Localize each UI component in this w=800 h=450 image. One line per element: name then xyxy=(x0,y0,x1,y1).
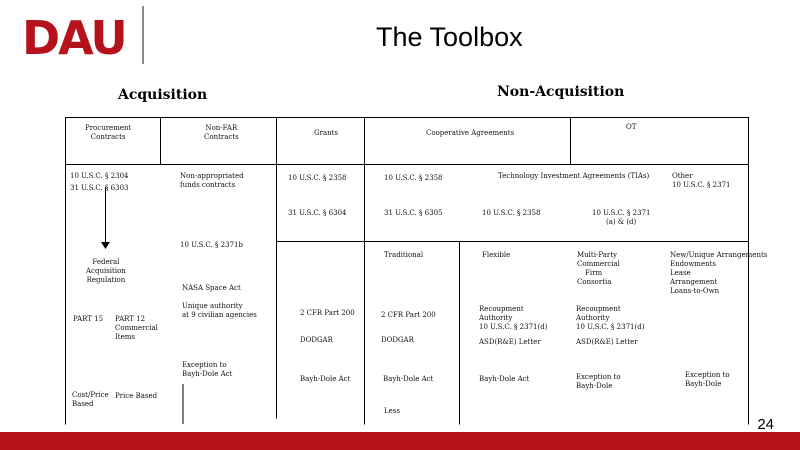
col-non-far-contracts: Non-FAR Contracts xyxy=(204,124,239,141)
cell-nasa: NASA Space Act xyxy=(182,284,241,292)
cell-other: Other 10 U.S.C. § 2371 xyxy=(672,172,731,189)
cell-non-appropriated: Non-appropriated funds contracts xyxy=(180,172,244,189)
cell-new-unique: New/Unique Arrangements Endowments Lease Arrangement Loans-to-Own xyxy=(670,251,768,295)
cell-less: Less xyxy=(384,407,400,415)
cell-asd-1: ASD(R&E) Letter xyxy=(479,338,541,346)
page-number: 24 xyxy=(757,416,774,433)
cell-grants-2358: 10 U.S.C. § 2358 xyxy=(288,174,347,182)
col-cooperative-agreements: Cooperative Agreements xyxy=(426,129,515,137)
cell-exception-bd-non-far: Exception to Bayh-Dole Act xyxy=(182,361,233,378)
cell-recoupment-2: Recoupment Authority 10 U.S.C. § 2371(d) xyxy=(576,305,645,331)
cell-usc-6303: 31 U.S.C. § 6303 xyxy=(70,184,129,192)
cell-dodgar-coop: DODGAR xyxy=(381,336,414,344)
page-title: The Toolbox xyxy=(376,22,523,52)
cell-flexible: Flexible xyxy=(482,251,511,259)
cell-tia-2358: 10 U.S.C. § 2358 xyxy=(482,209,541,217)
cell-recoupment-1: Recoupment Authority 10 U.S.C. § 2371(d) xyxy=(479,305,548,331)
cell-usc-2304: 10 U.S.C. § 2304 xyxy=(70,172,129,180)
cell-grants-6304: 31 U.S.C. § 6304 xyxy=(288,209,347,217)
logo-text: DAU xyxy=(22,11,126,64)
cell-coop-2358: 10 U.S.C. § 2358 xyxy=(384,174,443,182)
cell-multi-party: Multi-Party Commercial Firm Consortia xyxy=(577,251,620,286)
cell-part15: PART 15 xyxy=(73,315,104,323)
col-procurement-contracts: Procurement Contracts xyxy=(85,124,132,141)
cell-traditional: Traditional xyxy=(384,251,424,259)
arrow-head-icon xyxy=(101,242,110,249)
cell-unique-authority: Unique authority at 9 civilian agencies xyxy=(182,302,257,319)
acquisition-heading: Acquisition xyxy=(118,87,208,103)
col-ot: OT xyxy=(626,123,637,131)
cell-part12: PART 12 Commercial Items xyxy=(115,315,158,341)
cell-usc-2371b: 10 U.S.C. § 2371b xyxy=(180,241,243,249)
cell-cfr-coop: 2 CFR Part 200 xyxy=(381,311,436,319)
cell-price-based: Price Based xyxy=(115,392,158,400)
cell-dodgar-grants: DODGAR xyxy=(300,336,333,344)
cell-tia-2371: 10 U.S.C. § 2371 (a) & (d) xyxy=(592,209,651,226)
cell-exception-bd-other: Exception to Bayh-Dole xyxy=(685,371,730,388)
col-grants: Grants xyxy=(314,129,339,137)
cell-cost-price: Cost/Price Based xyxy=(72,391,109,408)
cell-exception-bd-2371: Exception to Bayh-Dole xyxy=(576,373,621,390)
cell-cfr-grants: 2 CFR Part 200 xyxy=(300,309,355,317)
cell-tia: Technology Investment Agreements (TIAs) xyxy=(498,172,650,180)
cell-bd-grants: Bayh-Dole Act xyxy=(300,375,351,383)
cell-far: Federal Acquisition Regulation xyxy=(86,258,126,284)
logo-divider xyxy=(142,6,144,64)
non-acquisition-heading: Non-Acquisition xyxy=(497,84,625,100)
dau-logo xyxy=(20,6,145,64)
cell-bd-coop: Bayh-Dole Act xyxy=(383,375,434,383)
cell-asd-2: ASD(R&E) Letter xyxy=(576,338,638,346)
footer-bar xyxy=(0,432,800,450)
cell-coop-6305: 31 U.S.C. § 6305 xyxy=(384,209,443,217)
cell-bd-tia: Bayh-Dole Act xyxy=(479,375,530,383)
